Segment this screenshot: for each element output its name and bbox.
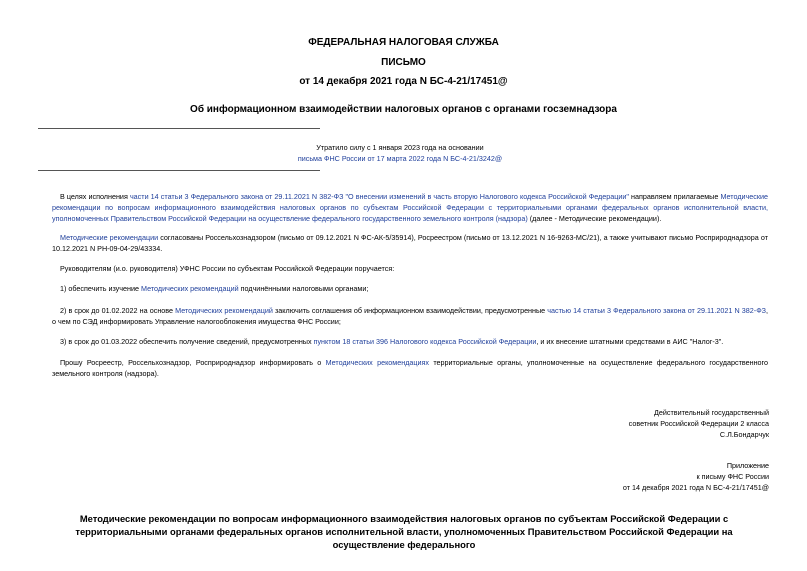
- signature-title-2: советник Российской Федерации 2 класса: [628, 419, 769, 428]
- link-methodical-recommendations-4[interactable]: Методических рекомендаций: [175, 306, 273, 315]
- link-methodical-recommendations-2[interactable]: Методические рекомендации: [60, 233, 159, 242]
- divider-bottom: [38, 170, 320, 171]
- link-methodical-recommendations-3[interactable]: Методических рекомендаций: [141, 284, 239, 293]
- link-methodical-recommendations[interactable]: Методические рекомендации по вопросам информационного взаимодействия налоговых органов по субъектам Российской Федерации с территориальными органами федеральных органов исполнительной власти, уполномоченных Правительством Российской Федерации на осуществление федерального государственного земельного контроля (надзора): [52, 192, 769, 223]
- signature-title-1: Действительный государственный: [654, 408, 769, 417]
- link-law-382fz-part14[interactable]: частью 14 статьи 3 Федерального закона от 29.11.2021 N 382-ФЗ: [547, 306, 767, 315]
- paragraph-5: 2) в срок до 01.02.2022 на основе Методических рекомендаций заключить соглашения об информационном взаимодействии, предусмотренные частью 14 статьи 3 Федерального закона от 29.11.2021 N 382-ФЗ, о чем по СЭД информировать Управление налогообложения имущества ФНС России;: [52, 306, 769, 326]
- link-tax-code-art396[interactable]: пунктом 18 статьи 396 Налогового кодекса Российской Федерации: [313, 337, 537, 346]
- paragraph-3: Руководителям (и.о. руководителя) УФНС России по субъектам Российской Федерации поручается:: [60, 264, 395, 273]
- document-date-number: от 14 декабря 2021 года N БС-4-21/17451@: [299, 76, 508, 87]
- appendix-block: [623, 460, 769, 493]
- appendix-ref: к письму ФНС России: [696, 472, 769, 481]
- paragraph-4: 1) обеспечить изучение Методических рекомендаций подчинёнными налоговыми органами;: [60, 284, 369, 293]
- appendix-date-number: от 14 декабря 2021 года N БС-4-21/17451@: [622, 483, 769, 492]
- document-type: ПИСЬМО: [381, 57, 426, 68]
- paragraph-7: Прошу Росреестр, Россельхознадзор, Росприроднадзор информировать о Методических рекомендациях территориальные органы, уполномоченные на осуществление федерального государственного земельного контроля (надзора).: [52, 358, 768, 378]
- paragraph-2: Методические рекомендации согласованы Россельхознадзором (письмо от 09.12.2021 N ФС-АК-5/35914), Росреестром (письмо от 13.12.2021 N 16-9263-МС/21), а также учитывают письмо Росприроднадзора от 10.12.2021 N РН-09-04-29/43334.: [52, 233, 768, 253]
- document-subject: Об информационном взаимодействии налоговых органов с органами госземнадзора: [190, 104, 617, 115]
- divider-top: [38, 128, 320, 129]
- signature-name: С.Л.Бондарчук: [719, 430, 769, 439]
- paragraph-1: В целях исполнения части 14 статьи 3 Федерального закона от 29.11.2021 N 382-ФЗ "О внесении изменений в часть вторую Налогового кодекса Российской Федерации" направляем прилагаемые Методические рекомендации по вопросам информационного взаимодействия налоговых органов по субъектам Российской Федерации с территориальными органами федеральных органов исполнительной власти, уполномоченных Правительством Российской Федерации на осуществление федерального государственного земельного контроля (надзора) (далее - Методические рекомендации).: [52, 192, 769, 223]
- signature-block: [629, 407, 769, 440]
- link-methodical-recommendations-5[interactable]: Методических рекомендациях: [325, 358, 430, 367]
- appendix-label: Приложение: [726, 461, 769, 470]
- agency-name: ФЕДЕРАЛЬНАЯ НАЛОГОВАЯ СЛУЖБА: [308, 37, 499, 48]
- appendix-title: Методические рекомендации по вопросам информационного взаимодействия налоговых органов по субъектам Российской Федерации с территориальными органами федеральных органов исполнительной власти, уполномоченных Правительством Российской Федерации на осуществление федерального: [75, 513, 733, 550]
- link-law-382fz[interactable]: части 14 статьи 3 Федерального закона от 29.11.2021 N 382-ФЗ "О внесении изменений в часть вторую Налогового кодекса Российской Федерации": [129, 192, 629, 201]
- expiry-note-link[interactable]: письма ФНС России от 17 марта 2022 года N БС-4-21/3242@: [297, 154, 503, 163]
- paragraph-6: 3) в срок до 01.03.2022 обеспечить получение сведений, предусмотренных пунктом 18 статьи 396 Налогового кодекса Российской Федерации, и их внесение штатными средствами в АИС "Налог-3".: [60, 337, 724, 346]
- expiry-note-text: Утратило силу с 1 января 2023 года на основании: [316, 143, 484, 152]
- expiry-note: [280, 142, 520, 164]
